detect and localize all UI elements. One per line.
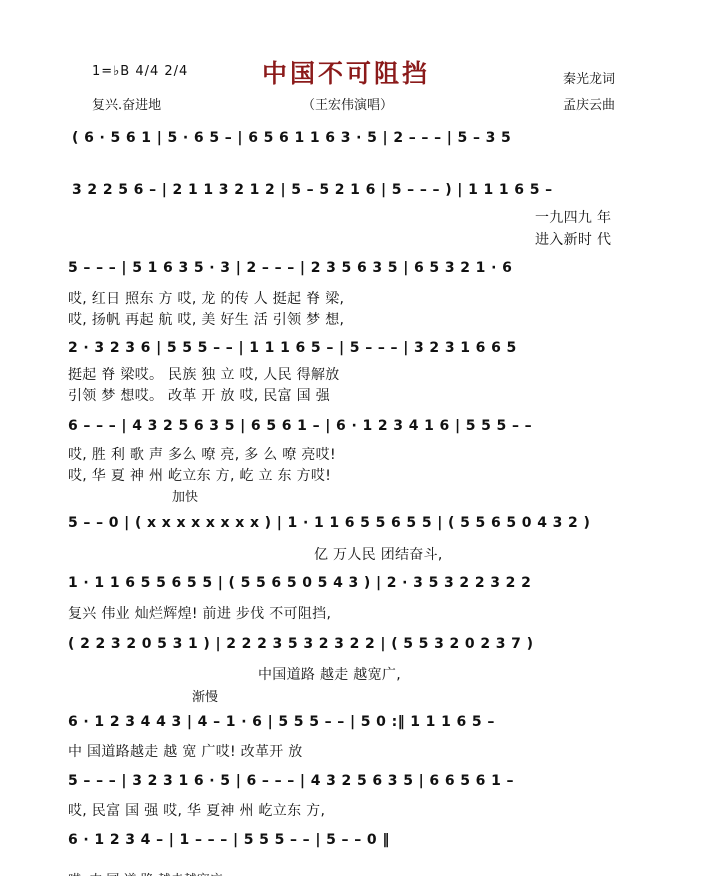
tempo-direction-slower: 渐慢 [192, 690, 219, 705]
score-line-6: 5 – – 0 | ( x x x x x x x x ) | 1 · 1 1 6 5 5 6 5 5 | ( 5 5 6 5 0 4 3 2 ) [68, 515, 591, 531]
score-line-10: 5 – – – | 3 2 3 1 6 · 5 | 6 – – – | 4 3 2 5 6 3 5 | 6 6 5 6 1 – [68, 773, 514, 789]
key-signature: 1=♭B 4/4 2/4 [92, 64, 189, 79]
lyric-line-5-verse-1: 哎, 胜 利 歌 声 多么 嘹 亮, 多 么 嘹 亮哎! [68, 447, 336, 463]
lyric-line-9: 中 国道路越走 越 宽 广哎! 改革开 放 [68, 744, 303, 760]
tempo-direction-faster: 加快 [172, 490, 199, 505]
lyric-line-4-verse-1: 挺起 脊 梁哎。 民族 独 立 哎, 人民 得解放 [68, 367, 340, 383]
lyric-line-10: 哎, 民富 国 强 哎, 华 夏神 州 屹立东 方, [68, 803, 326, 819]
performance-style: 复兴.奋进地 [92, 98, 162, 113]
lyric-line-7: 复兴 伟业 灿烂辉煌! 前进 步伐 不可阻挡, [68, 606, 332, 622]
score-line-3: 5 – – – | 5 1 6 3 5 · 3 | 2 – – – | 2 3 5 6 3 5 | 6 5 3 2 1 · 6 [68, 260, 513, 276]
score-line-1: ( 6 · 5 6 1 | 5 · 6 5 – | 6 5 6 1 1 6 3 · 5 | 2 – – – | 5 – 3 5 [72, 130, 512, 146]
performer-subtitle: （王宏伟演唱） [302, 98, 394, 113]
composer-credit: 孟庆云曲 [563, 98, 616, 113]
cut-off-lyric-line [20, 869, 710, 876]
score-line-8: ( 2 2 3 2 0 5 3 1 ) | 2 2 2 3 5 3 2 3 2 2 | ( 5 5 3 2 0 2 3 7 ) [68, 636, 534, 652]
bottom-crop-edge [0, 876, 725, 895]
lyric-line-6: 亿 万人民 团结奋斗, [314, 547, 443, 563]
lyric-line-5-verse-2: 哎, 华 夏 神 州 屹立东 方, 屹 立 东 方哎! [68, 468, 332, 484]
lyric-line-3-verse-1: 哎, 红日 照东 方 哎, 龙 的传 人 挺起 脊 梁, [68, 291, 345, 307]
score-line-7: 1 · 1 1 6 5 5 6 5 5 | ( 5 5 6 5 0 5 4 3 ) | 2 · 3 5 3 2 2 3 2 2 [68, 575, 532, 591]
score-line-4: 2 · 3 2 3 6 | 5 5 5 – – | 1 1 1 6 5 – | 5 – – – | 3 2 3 1 6 6 5 [68, 340, 517, 356]
lyric-line-4-verse-2: 引领 梦 想哎。 改革 开 放 哎, 民富 国 强 [68, 388, 331, 404]
score-line-9: 6 · 1 2 3 4 4 3 | 4 – 1 · 6 | 5 5 5 – – | 5 0 :‖ 1 1 1 6 5 – [68, 714, 495, 730]
score-line-2: 3 2 2 5 6 – | 2 1 1 3 2 1 2 | 5 – 5 2 1 6 | 5 – – – ) | 1 1 1 6 5 – [72, 182, 553, 198]
song-title: 中国不可阻挡 [262, 59, 431, 88]
lyric-line-8: 中国道路 越走 越宽广, [258, 667, 401, 683]
lyricist-credit: 秦光龙词 [563, 72, 616, 87]
lyric-line-2-verse-1: 一九四九 年 [535, 210, 612, 226]
score-line-5: 6 – – – | 4 3 2 5 6 3 5 | 6 5 6 1 – | 6 · 1 2 3 4 1 6 | 5 5 5 – – [68, 418, 533, 434]
lyric-line-2-verse-2: 进入新时 代 [535, 232, 612, 248]
score-line-11: 6 · 1 2 3 4 – | 1 – – – | 5 5 5 – – | 5 – – 0 ‖ [68, 832, 390, 848]
lyric-line-3-verse-2: 哎, 扬帆 再起 航 哎, 美 好生 活 引领 梦 想, [68, 312, 345, 328]
